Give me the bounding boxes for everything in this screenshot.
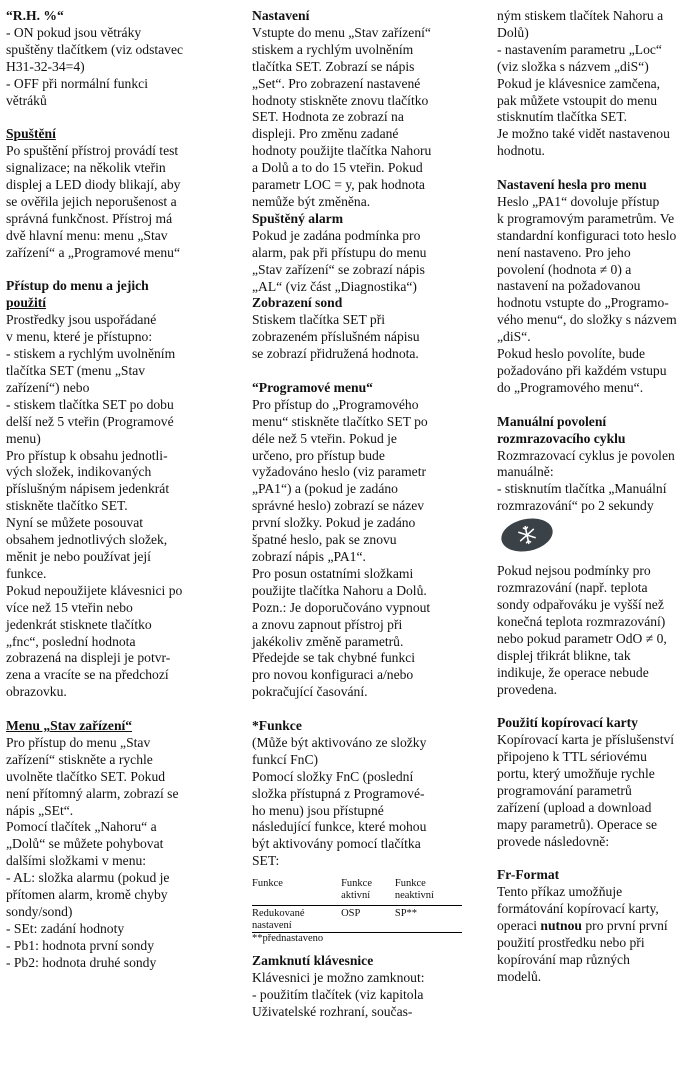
- text-line: rozmrazování (např. teplota: [497, 580, 648, 596]
- text-line: signalizace; na několik vteřin: [6, 160, 166, 176]
- text-line: Pro přístup do „Programového: [252, 396, 419, 412]
- text-line: Prostředky jsou uspořádané: [6, 312, 157, 328]
- text-line: - SEt: zadání hodnoty: [6, 920, 125, 936]
- text-line: přítomen alarm, kromě chyby: [6, 887, 168, 903]
- text-line: dvě hlavní menu: menu „Stav: [6, 227, 168, 243]
- text-line: manuálně:: [497, 464, 554, 480]
- table-footnote: **přednastaveno: [252, 932, 462, 945]
- zamknuti-continued-paragraph: [497, 8, 694, 160]
- text-line: hodnotu vstupte do „Programo-: [497, 295, 669, 311]
- text-line: vého menu“, do složky s názvem: [497, 312, 677, 328]
- text-line: správná funkčnost. Přístroj má: [6, 210, 173, 226]
- text-line: - použitím tlačítek (viz kapitola: [252, 987, 424, 1002]
- text-line: alarm, pak při přístupu do menu: [252, 244, 427, 260]
- text-line: funkcí FnC): [252, 751, 319, 767]
- nastaveni-heading: Nastavení: [252, 8, 310, 23]
- table-header-active: Funkce aktivní: [341, 878, 372, 902]
- text-line: následující funkce, které mohou: [252, 819, 427, 835]
- text-line: modelů.: [497, 968, 542, 984]
- text-line: stiskněte tlačítko SET.: [6, 498, 128, 514]
- text-line: Rozmrazovací cyklus je povolen: [497, 447, 675, 463]
- heslo-heading: Nastavení hesla pro menu: [497, 177, 647, 193]
- text-line: a Dolů a to do 15 vteřin. Pokud: [252, 160, 423, 176]
- text-line: zařízení (upload a download: [497, 799, 652, 815]
- table-cell-function: Redukované nastavení: [252, 906, 341, 933]
- zamknuti-paragraph: [252, 970, 484, 1021]
- menu-stav-heading: Menu „Stav zařízení“: [6, 718, 133, 734]
- text-line: požadováno při každém vstupu: [497, 363, 667, 379]
- text-line: standardní konfiguraci toto heslo: [497, 227, 677, 243]
- alarm-heading: Spuštěný alarm: [252, 210, 344, 226]
- text-line: provede následovně:: [497, 833, 610, 849]
- text-line: kopírování map různých: [497, 951, 630, 967]
- text-line: Je možno také vidět nastavenou: [497, 126, 670, 142]
- text-line: nápis „SEt“.: [6, 802, 74, 818]
- text-line: správné heslo) zobrazí se název: [252, 498, 425, 514]
- table-cell-active: OSP: [341, 906, 395, 933]
- pristup-heading-line-1: Přístup do menu a jejich: [6, 278, 149, 294]
- text-line: nebo pokud parametr OdO ≠ 0,: [497, 630, 667, 646]
- text-line: určeno, pro přístup bude: [252, 447, 385, 463]
- text-line: měnit je nebo používat její: [6, 548, 151, 564]
- text-line: displeji. Pro změnu zadané: [252, 126, 399, 142]
- text-line: hodnoty použijte tlačítka Nahoru: [252, 143, 432, 159]
- text-line: se zobrazí přidružená hodnota.: [252, 346, 419, 362]
- table-cell-inactive: SP**: [395, 906, 462, 933]
- spusteni-heading: Spuštění: [6, 126, 56, 142]
- text-line: vyžadováno heslo (viz parametr: [252, 464, 427, 480]
- text-line: Stiskem tlačítka SET při: [252, 312, 386, 328]
- text-line: Pokud je klávesnice zamčena,: [497, 75, 661, 91]
- text-line: „PA1“) a (pokud je zadáno: [252, 481, 398, 497]
- text-line: použijte tlačítka Nahoru a Dolů.: [252, 582, 427, 598]
- text-line: zařízení“ stiskněte a rychle: [6, 751, 153, 767]
- manual-paragraph-2: [497, 563, 694, 698]
- text-line: tlačítka SET. Zobrazí se nápis: [252, 58, 415, 74]
- text-line: rozmrazování“ po 2 sekundy: [497, 498, 654, 514]
- text-line: Uživatelské rozhraní, součas-: [252, 1003, 413, 1019]
- pristup-paragraph: [6, 312, 238, 701]
- text-line: - stiskem a rychlým uvolněním: [6, 346, 176, 362]
- text-line: - stisknutím tlačítka „Manuální: [497, 481, 667, 497]
- text-line: menu“ stiskněte tlačítko SET po: [252, 413, 428, 429]
- text-line: nastavení na požadovanou: [497, 278, 641, 294]
- text-line: displej třikrát blikne, tak: [497, 647, 631, 663]
- text-line: uvolněte tlačítko SET. Pokud: [6, 768, 166, 784]
- text-line: (Může být aktivováno ze složky: [252, 734, 427, 750]
- prog-menu-heading: “Programové menu“: [252, 379, 373, 395]
- text-line: zařízení“ a „Programové menu“: [6, 244, 180, 260]
- text-line: zobrazená na displeji je potvr-: [6, 650, 171, 666]
- text-line: připojeno k TTL sériovému: [497, 749, 647, 765]
- text-line: Nyní se můžete posouvat: [6, 515, 144, 531]
- text-line: Předejde se tak chybné funkci: [252, 650, 416, 666]
- text-line: pro novou konfiguraci a/nebo: [252, 667, 414, 683]
- karta-paragraph: [497, 732, 694, 850]
- text-line: - OFF při normální funkci: [6, 75, 148, 91]
- text-line: Pokud heslo povolíte, bude: [497, 346, 646, 362]
- fr-paragraph-rest: [497, 935, 694, 986]
- text-line: déle než 5 vteřin. Pokud je: [252, 430, 397, 446]
- text-line: - nastavením parametru „Loc“: [497, 41, 662, 57]
- manual-heading-line-1: Manuální povolení: [497, 413, 607, 429]
- text-line: tlačítka SET (menu „Stav: [6, 363, 146, 378]
- prog-menu-paragraph: [252, 397, 484, 701]
- defrost-button: [498, 514, 556, 556]
- text-line: povolení (hodnota ≠ 0) a: [497, 261, 632, 277]
- text-line: jakékoliv změně parametrů.: [252, 633, 404, 649]
- text-line: - stiskem tlačítka SET po dobu: [6, 396, 174, 412]
- zamknuti-heading: Zamknutí klávesnice: [252, 953, 374, 969]
- fr-format-heading: Fr-Format: [497, 867, 560, 883]
- text-line: stisknutím tlačítka SET.: [497, 109, 628, 125]
- text-line: první složky. Pokud je zadáno: [252, 515, 416, 531]
- text-line: Pro přístup k obsahu jednotli-: [6, 447, 168, 463]
- defrost-button-illustration: [497, 515, 694, 563]
- text-line: použití prostředku nebo při: [497, 935, 645, 951]
- text-line: - Pb2: hodnota druhé sondy: [6, 954, 157, 970]
- text-line: delší než 5 vteřin (Programové: [6, 413, 174, 429]
- text-line: ho menu) jsou přístupné: [252, 802, 384, 818]
- pristup-heading-line-2: použití: [6, 295, 47, 311]
- text-line: provedena.: [497, 681, 558, 697]
- text-line: Pokud nejsou podmínky pro: [497, 563, 651, 579]
- text-line: spuštěny tlačítkem (viz odstavec: [6, 41, 184, 57]
- funkce-paragraph: [252, 735, 484, 870]
- text-line: sondy odpařováku je vyšší než: [497, 596, 664, 612]
- text-line: hodnoty stiskněte znovu tlačítko: [252, 92, 429, 108]
- sond-heading: Zobrazení sond: [252, 295, 343, 311]
- text-line: menu): [6, 430, 41, 446]
- spusteni-paragraph: [6, 143, 238, 261]
- text-line: Pokud nepoužijete klávesnici po: [6, 582, 183, 598]
- text-line: „fnc“, poslední hodnota: [6, 633, 136, 649]
- heslo-paragraph: [497, 194, 694, 397]
- text-line: obrazovku.: [6, 684, 67, 700]
- text-line: parametr LOC = y, pak hodnota: [252, 177, 425, 193]
- column-2: [252, 8, 484, 1021]
- text-line: Pomocí složky FnC (poslední: [252, 768, 414, 784]
- column-3: [497, 8, 694, 986]
- text-line: programování parametrů: [497, 782, 632, 798]
- column-1: [6, 8, 238, 972]
- text-line: H31-32-34=4): [6, 58, 85, 74]
- text-line: Pozn.: Je doporučováno vypnout: [252, 599, 431, 615]
- text-line: Pomocí tlačítek „Nahoru“ a: [6, 819, 157, 835]
- text-line: Po spuštění přístroj provádí test: [6, 143, 179, 159]
- menu-stav-paragraph: [6, 735, 238, 972]
- text-line: „diS“.: [497, 329, 531, 345]
- funkce-heading: *Funkce: [252, 718, 302, 734]
- text-line: zobrazeném příslušném nápisu: [252, 329, 420, 345]
- text-line: „Set“. Pro zobrazení nastavené: [252, 75, 421, 91]
- text-line: příslušným nápisem jedenkrát: [6, 481, 170, 497]
- nastaveni-paragraph: [252, 25, 484, 211]
- text-line: - ON pokud jsou větráky: [6, 24, 142, 40]
- text-line: k programovým parametrům. Ve: [497, 210, 675, 226]
- text-line: Klávesnici je možno zamknout:: [252, 970, 425, 986]
- snowflake-icon: [515, 523, 539, 547]
- text-line: není přítomný alarm, zobrazí se: [6, 785, 179, 801]
- text-line: „AL“ (viz část „Diagnostika“): [252, 278, 417, 294]
- text-line: obsahem jednotlivých složek,: [6, 532, 168, 548]
- manual-paragraph: [497, 448, 694, 516]
- text-line: ným stiskem tlačítek Nahoru a: [497, 8, 664, 23]
- text-line: „Dolů“ se můžete pohybovat: [6, 836, 164, 852]
- text-line: a znovu zapnout přístroj při: [252, 616, 403, 632]
- text-line: Pokud je zadána podmínka pro: [252, 227, 421, 243]
- text-line: SET. Hodnota ze zobrazí na: [252, 109, 404, 125]
- text-line: Pro posun ostatními složkami: [252, 565, 414, 581]
- karta-heading: Použití kopírovací karty: [497, 715, 638, 731]
- text-line: - Pb1: hodnota první sondy: [6, 937, 155, 953]
- text-line: zařízení“) nebo: [6, 379, 90, 395]
- text-line: Heslo „PA1“ dovoluje přístup: [497, 193, 660, 209]
- text-line: jedenkrát stisknete tlačítko: [6, 616, 152, 632]
- text-line: portu, který umožňuje rychle: [497, 766, 655, 782]
- fr-line-3: operaci nutnou pro první první: [497, 918, 668, 934]
- text-line: zena a vracíte se na předchozí: [6, 667, 169, 683]
- sond-paragraph: [252, 312, 484, 363]
- text-line: více než 15 vteřin nebo: [6, 599, 133, 615]
- text-line: nemůže být změněna.: [252, 193, 371, 209]
- text-line: funkce.: [6, 565, 47, 581]
- manual-heading-line-2: rozmrazovacího cyklu: [497, 430, 626, 446]
- text-line: (viz složka s názvem „diS“): [497, 58, 649, 74]
- text-line: není nastaveno. Pro jeho: [497, 244, 631, 260]
- text-line: „Stav zařízení“ se zobrazí nápis: [252, 261, 425, 277]
- text-line: mapy parametrů). Operace se: [497, 816, 658, 832]
- text-line: Kopírovací karta je příslušenství: [497, 732, 675, 748]
- text-line: zobrazí nápis „PA1“.: [252, 548, 366, 564]
- text-line: být aktivovány pomocí tlačítka: [252, 836, 421, 852]
- text-line: SET:: [252, 853, 280, 869]
- fr-line-1: Tento příkaz umožňuje: [497, 884, 623, 900]
- rh-title: “R.H. %“: [6, 8, 64, 23]
- text-line: Dolů): [497, 24, 529, 40]
- text-line: do „Programového menu“.: [497, 379, 644, 395]
- text-line: Pro přístup do menu „Stav: [6, 734, 151, 750]
- table-header-inactive: Funkce neaktivní: [394, 878, 434, 902]
- text-line: se ověřila jejich neporušenost a: [6, 193, 177, 209]
- text-line: špatné heslo, pak se znovu: [252, 532, 397, 548]
- fr-line-2: formátování kopírovací karty,: [497, 901, 659, 917]
- text-line: stiskem a rychlým uvolněním: [252, 41, 414, 57]
- text-line: pak můžete vstoupit do menu: [497, 92, 658, 108]
- text-line: složka přístupná z Programové-: [252, 785, 425, 801]
- alarm-paragraph: [252, 228, 484, 296]
- text-line: sondy/sond): [6, 903, 73, 919]
- table-header-function: Funkce: [252, 878, 283, 890]
- text-line: větráků: [6, 92, 47, 108]
- text-line: hodnotu.: [497, 143, 545, 159]
- text-line: indikuje, že operace nebude: [497, 664, 649, 680]
- text-line: displej a LED diody blikají, aby: [6, 177, 181, 193]
- text-line: - AL: složka alarmu (pokud je: [6, 870, 170, 886]
- text-line: Vstupte do menu „Stav zařízení“: [252, 24, 431, 40]
- text-line: dalšími složkami v menu:: [6, 853, 147, 869]
- text-line: vých složek, indikovaných: [6, 464, 152, 480]
- text-line: konečná teplota rozmrazování): [497, 613, 666, 629]
- text-line: v menu, které je přístupno:: [6, 329, 153, 345]
- text-line: pokračující časování.: [252, 684, 368, 700]
- function-table: [252, 878, 462, 932]
- rh-paragraph: [6, 25, 238, 110]
